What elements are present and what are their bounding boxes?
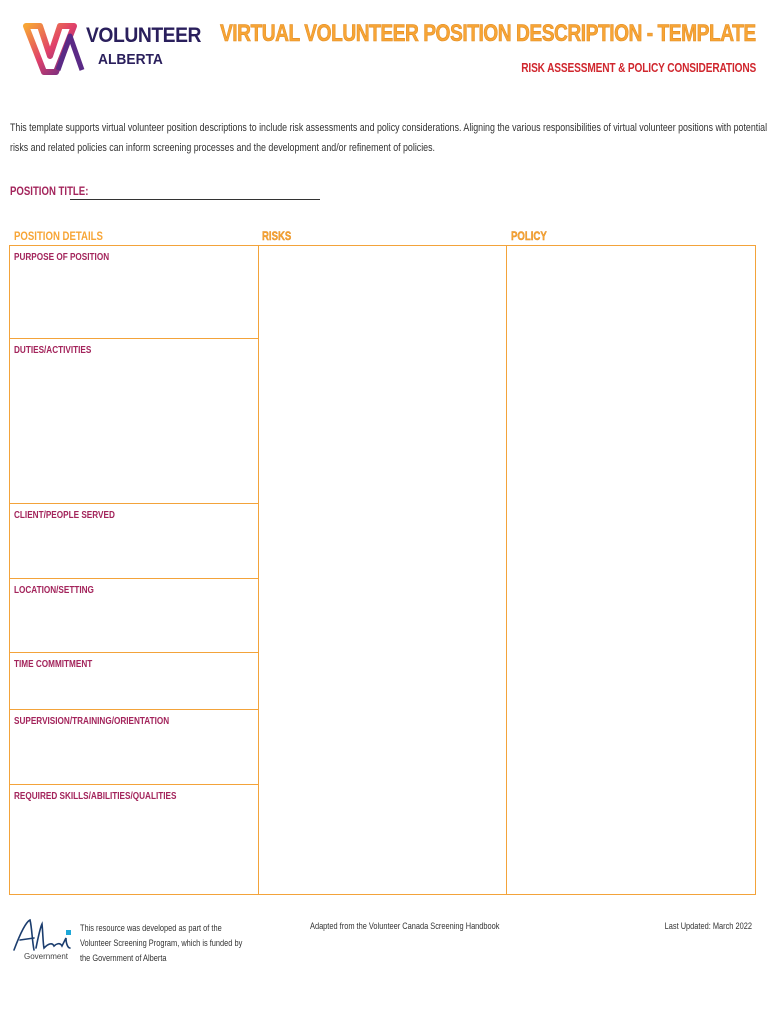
section-label: SUPERVISION/TRAINING/ORIENTATION [14,715,170,727]
logo-word-alberta: ALBERTA [98,51,163,68]
government-label: Government [24,952,69,961]
section-duties-activities[interactable] [9,338,259,504]
policy-field[interactable] [506,245,756,895]
last-updated: Last Updated: March 2022 [664,921,752,932]
section-purpose-of-position[interactable] [9,245,259,339]
page-subtitle: RISK ASSESSMENT & POLICY CONSIDERATIONS [521,60,756,75]
section-supervision-training-orientation[interactable] [9,709,259,785]
adapted-note: Adapted from the Volunteer Canada Screening Handbook [310,921,500,932]
section-location-setting[interactable] [9,578,259,653]
section-required-skills[interactable] [9,784,259,895]
section-time-commitment[interactable] [9,652,259,710]
risks-field[interactable] [258,245,507,895]
section-label: LOCATION/SETTING [14,584,94,596]
volunteer-alberta-logo [22,16,202,82]
section-label: CLIENT/PEOPLE SERVED [14,509,115,521]
column-header-risks: RISKS [262,229,292,243]
column-header-position-details: POSITION DETAILS [14,229,103,243]
resource-note: This resource was developed as part of the Volunteer Screening Program, which is funded by the Government of Alberta [80,923,243,964]
section-label: REQUIRED SKILLS/ABILITIES/QUALITIES [14,790,177,802]
position-title-label: POSITION TITLE: [10,184,89,198]
alberta-government-logo [10,914,70,966]
section-client-people-served[interactable] [9,503,259,579]
section-label: DUTIES/ACTIVITIES [14,344,92,356]
position-title-field[interactable] [70,199,320,200]
va-logo-mark-icon [22,16,86,78]
column-header-policy: POLICY [511,229,547,243]
intro-paragraph: This template supports virtual volunteer position descriptions to include risk assessments and policy considerations. Aligning the various responsibilities of virtual volunteer positions with potential risks and related policies can inform screening processes and the development and/or refinement of policies. [10,122,768,154]
section-label: TIME COMMITMENT [14,658,93,670]
section-label: PURPOSE OF POSITION [14,251,110,263]
logo-word-volunteer: VOLUNTEER [86,24,202,47]
page-title: VIRTUAL VOLUNTEER POSITION DESCRIPTION - TEMPLATE [220,20,756,47]
